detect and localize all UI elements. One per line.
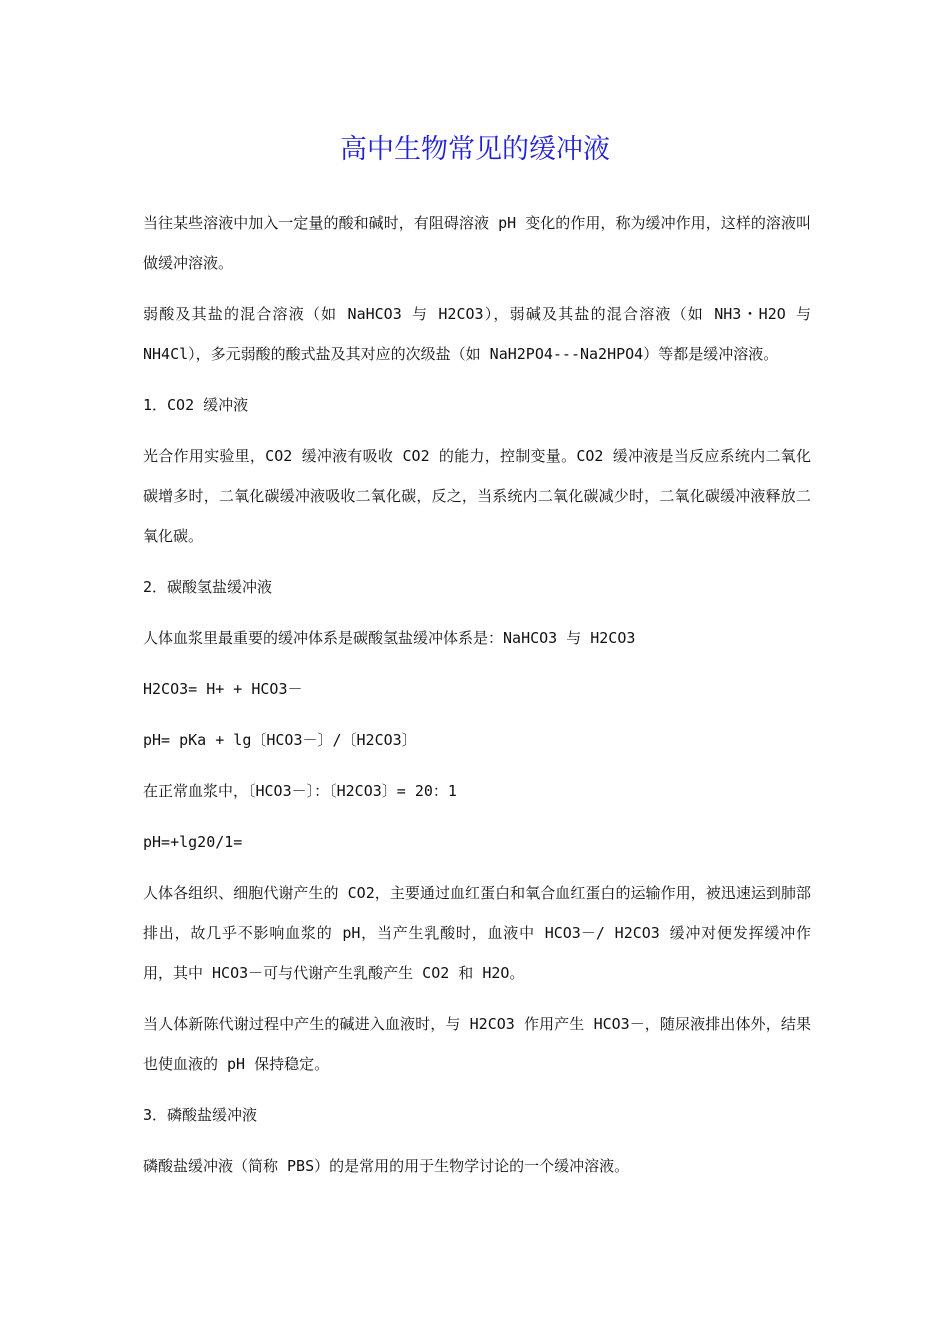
paragraph-pbs: 磷酸盐缓冲液（简称 PBS）的是常用的用于生物学讨论的一个缓冲溶液。 xyxy=(143,1157,630,1175)
equation-dissociation: H2CO3= H+ + HCO3－ xyxy=(143,680,303,698)
paragraph-co2: 光合作用实验里，CO2 缓冲液有吸收 CO2 的能力，控制变量。CO2 缓冲液是当反应系统内二氧化碳增多时，二氧化碳缓冲液吸收二氧化碳，反之，当系统内二氧化碳减少时，二氧化碳缓冲液释放二氧化碳。 xyxy=(143,447,811,545)
paragraph-examples: 弱酸及其盐的混合溶液（如 NaHCO3 与 H2CO3），弱碱及其盐的混合溶液（如 NH3・H2O 与 NH4Cl），多元弱酸的酸式盐及其对应的次级盐（如 NaH2PO4---Na2HPO4）等都是缓冲溶液。 xyxy=(143,305,811,363)
paragraph-ratio: 在正常血浆中，〔HCO3－〕：〔H2CO3〕= 20：1 xyxy=(143,782,457,800)
section-heading-phosphate: 3．磷酸盐缓冲液 xyxy=(143,1106,258,1124)
document-title: 高中生物常见的缓冲液 xyxy=(340,134,610,165)
equation-ph-value: pH=+lg20/1= xyxy=(143,833,243,851)
equation-ph: pH= pKa + lg〔HCO3－〕/〔H2CO3〕 xyxy=(143,731,417,749)
paragraph-base: 当人体新陈代谢过程中产生的碱进入血液时，与 H2CO3 作用产生 HCO3－，随尿液排出体外，结果也使血液的 pH 保持稳定。 xyxy=(143,1015,811,1073)
paragraph-metabolism: 人体各组织、细胞代谢产生的 CO2，主要通过血红蛋白和氧合血红蛋白的运输作用，被迅速运到肺部排出，故几乎不影响血浆的 pH，当产生乳酸时，血液中 HCO3－/ H2CO3 缓冲对便发挥缓冲作用，其中 HCO3－可与代谢产生乳酸产生 CO2 和 H2O。 xyxy=(143,884,811,982)
section-heading-co2: 1．CO2 缓冲液 xyxy=(143,396,249,414)
document-body xyxy=(143,203,811,1197)
paragraph-plasma: 人体血浆里最重要的缓冲体系是碳酸氢盐缓冲体系是：NaHCO3 与 H2CO3 xyxy=(143,629,636,647)
paragraph-definition: 当往某些溶液中加入一定量的酸和碱时，有阻碍溶液 pH 变化的作用，称为缓冲作用，这样的溶液叫做缓冲溶液。 xyxy=(143,214,811,272)
section-heading-bicarbonate: 2．碳酸氢盐缓冲液 xyxy=(143,578,273,596)
